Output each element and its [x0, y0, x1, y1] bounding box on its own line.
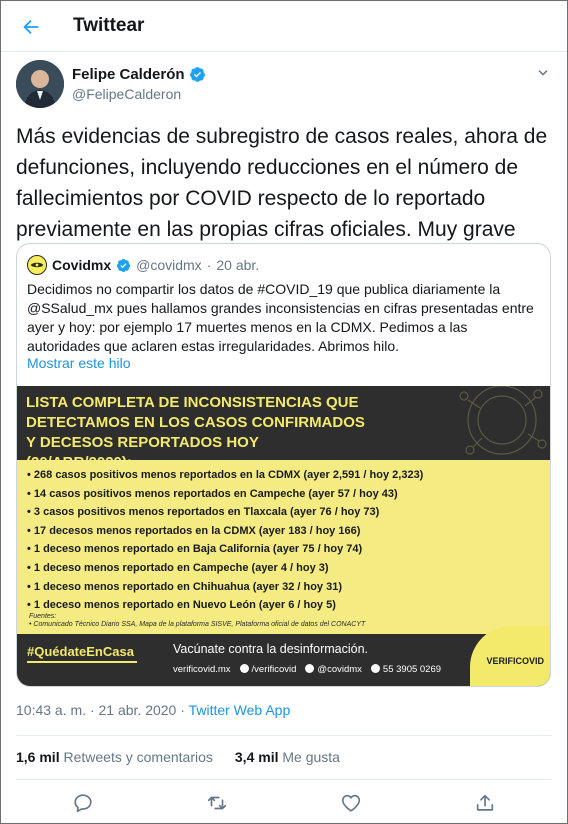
list-item: • 1 deceso menos reportado en Chihuahua (ayer 32 / hoy 31): [27, 580, 342, 593]
retweets-stat[interactable]: [16, 749, 213, 765]
quoted-date: 20 abr.: [216, 257, 260, 273]
show-thread-link[interactable]: Mostrar este hilo: [27, 355, 131, 371]
quoted-tweet-header: [27, 254, 259, 276]
social-handle: @covidmx: [317, 664, 362, 675]
page-title: Twittear: [73, 15, 145, 36]
quoted-tweet[interactable]: [16, 243, 551, 687]
tweet-timestamp: [16, 702, 290, 718]
list-item: • 14 casos positivos menos reportados en Campeche (ayer 57 / hoy 43): [27, 487, 398, 500]
retweet-icon: [206, 792, 228, 814]
sources-label: Fuentes:: [29, 613, 57, 620]
whatsapp-link: [371, 664, 441, 675]
like-button[interactable]: [338, 790, 364, 816]
retweets-count: 1,6 mil: [16, 749, 60, 765]
divider: [16, 779, 552, 780]
back-button[interactable]: [15, 11, 47, 43]
avatar[interactable]: [16, 60, 64, 108]
virus-illustration-icon: [352, 386, 551, 460]
list-item: • 1 deceso menos reportado en Campeche (ayer 4 / hoy 3): [27, 561, 329, 574]
list-item: • 1 deceso menos reportado en Baja California (ayer 75 / hoy 74): [27, 543, 363, 556]
quoted-tweet-image[interactable]: [17, 386, 551, 687]
chevron-down-icon: [534, 64, 552, 82]
whatsapp-number: 55 3905 0269: [382, 664, 442, 675]
source-app-link[interactable]: Twitter Web App: [188, 702, 291, 718]
retweet-button[interactable]: [204, 790, 230, 816]
heart-icon: [340, 792, 362, 814]
list-item: • 17 decesos menos reportados en la CDMX (ayer 183 / hoy 166): [27, 524, 361, 537]
likes-stat[interactable]: [235, 749, 340, 765]
likes-label: Me gusta: [282, 749, 340, 765]
list-item: • 268 casos positivos menos reportados en la CDMX (ayer 2,591 / hoy 2,323): [27, 469, 424, 481]
sources-text: • Comunicado Técnico Diario SSA, Mapa de la plataforma SISVE, Plataforma oficial de datos del CONACYT: [29, 621, 366, 628]
list-item: • 3 casos positivos menos reportados en Tlaxcala (ayer 76 / hoy 73): [27, 506, 380, 519]
verified-badge-icon: [189, 66, 206, 83]
graphic-title-band: [17, 386, 551, 460]
graphic-title: LISTA COMPLETA DE INCONSISTENCIAS QUE DETECTAMOS EN LOS CASOS CONFIRMADOS Y DECESOS REPORTADOS HOY: [26, 394, 365, 451]
divider: [16, 735, 552, 736]
inconsistency-list: [27, 466, 423, 615]
website-link: verificovid.mx: [173, 664, 231, 675]
graphic-list-panel: [17, 460, 551, 634]
covidmx-logo-icon: [30, 258, 44, 272]
tweet-time[interactable]: 10:43 a. m.: [16, 702, 87, 718]
quoted-separator: ·: [206, 257, 212, 273]
verified-badge-icon: [116, 258, 131, 273]
quoted-author-handle: @covidmx: [136, 257, 202, 273]
list-item: • 1 deceso menos reportado en Nuevo León (ayer 6 / hoy 5): [27, 599, 336, 612]
tweet-stats: [16, 749, 340, 765]
graphic-contact-links: [173, 664, 441, 675]
avatar-image: [16, 60, 64, 108]
likes-count: 3,4 mil: [234, 749, 279, 765]
facebook-link: [240, 664, 297, 675]
stay-home-hashtag: #QuédateEnCasa: [27, 644, 134, 659]
more-options-button[interactable]: [534, 64, 552, 82]
tweet-text: Más evidencias de subregistro de casos reales, ahora de defunciones, incluyendo reducciones en el número de fallecimientos por COVID respecto de lo reportado previamente en las propias cifras oficiales. Muy grave: [16, 125, 548, 241]
facebook-handle: /verificovid: [251, 664, 297, 675]
author-name[interactable]: [72, 66, 206, 83]
quoted-tweet-text: Decidimos no compartir los datos de #COVID_19 que publica diariamente la @SSalud_mx pues hallamos grandes inconsistencias en cifras presentadas entre ayer y hoy: por ejemplo 17 muertes menos en la CDMX. Pedimos a las autoridades que aclaren estas irregularidades. Abrimos hilo.: [27, 281, 534, 354]
author-name-text: Felipe Calderón: [72, 66, 185, 83]
whatsapp-icon: [371, 664, 380, 673]
quoted-author-name: Covidmx: [52, 257, 112, 273]
share-icon: [474, 792, 496, 814]
reply-icon: [72, 792, 94, 814]
social-link: [305, 664, 362, 675]
hashtag-underline: [27, 661, 137, 663]
graphic-sources: [29, 613, 365, 629]
timestamp-separator: ·: [89, 702, 95, 718]
verificovid-badge-text: VERIFICOVID: [486, 656, 544, 666]
author-handle[interactable]: @FelipeCalderon: [72, 86, 182, 102]
tweet-author: [16, 60, 552, 110]
tweet-actions: [16, 790, 552, 816]
graphic-footer-band: [17, 634, 551, 687]
tweet-date[interactable]: 21 abr. 2020: [98, 702, 177, 718]
share-button[interactable]: [472, 790, 498, 816]
covidmx-avatar: [27, 255, 47, 275]
facebook-icon: [240, 664, 249, 673]
reply-button[interactable]: [70, 790, 96, 816]
retweets-label: Retweets y comentarios: [63, 749, 213, 765]
page-header: [1, 1, 567, 52]
timestamp-separator: ·: [180, 702, 185, 718]
graphic-tagline: Vacúnate contra la desinformación.: [173, 642, 369, 656]
back-arrow-icon: [20, 16, 42, 38]
twitter-instagram-icon: [305, 664, 314, 673]
